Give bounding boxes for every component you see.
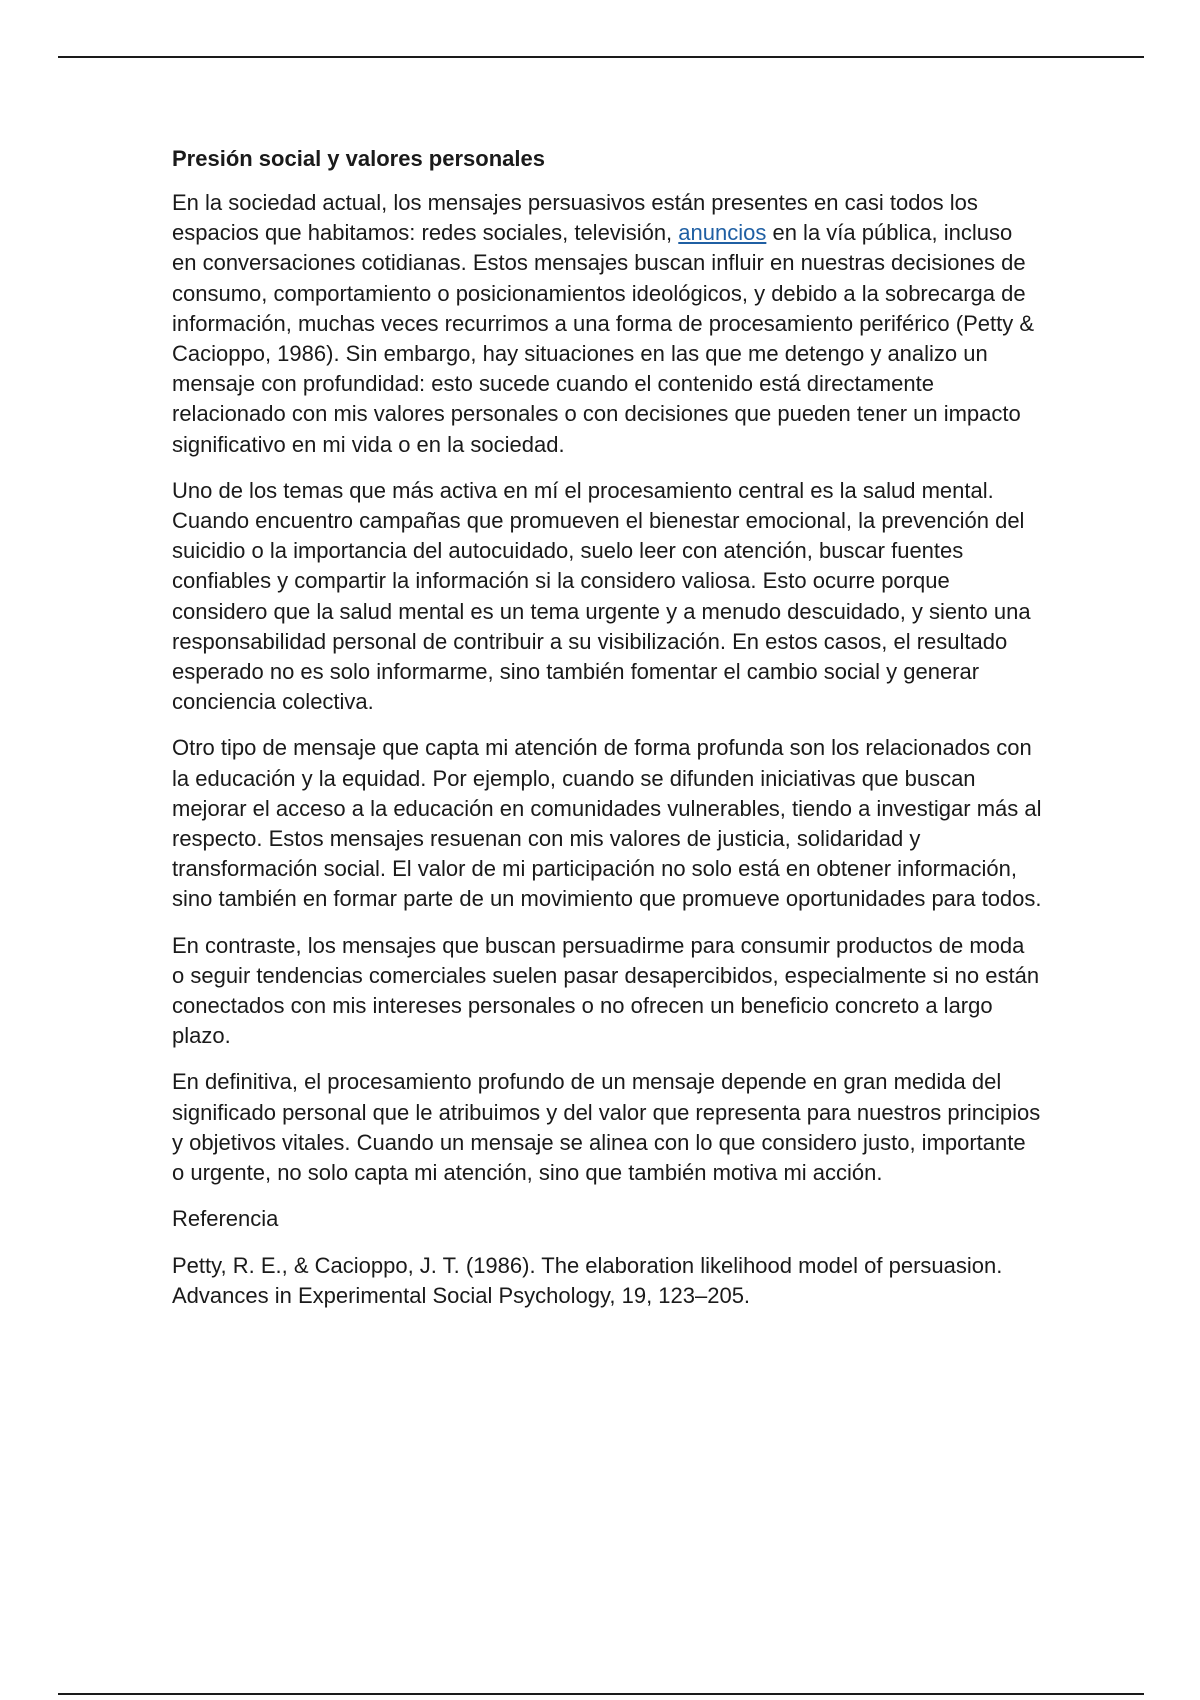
document-title: Presión social y valores personales — [172, 146, 545, 171]
paragraph-contrast: En contraste, los mensajes que buscan persuadirme para consumir productos de moda o seguir tendencias comerciales suelen pasar desapercibidos, especialmente si no están conectados con mis intereses personales o no ofrecen un beneficio concreto a largo plazo. — [172, 932, 1040, 1049]
paragraph-intro-text-before: En la sociedad actual, los mensajes persuasivos están presentes en casi todos los espacios que habitamos: redes sociales, televisión, — [172, 190, 978, 246]
top-divider — [58, 56, 1144, 58]
reference-heading: Referencia — [172, 1206, 279, 1232]
paragraph-intro-text-after: en la vía pública, incluso en conversaciones cotidianas. Estos mensajes buscan influir en nuestras decisiones de consumo, comportamiento o posicionamientos ideológicos, y debido a la sobrecarga de información, muchas veces recurrimos a una forma de procesamiento periférico (Petty & Cacioppo, 1986). Sin embargo, hay situaciones en las que me detengo y analizo un mensaje con profundidad: esto sucede cuando el contenido está directamente relacionado con mis valores personales o con decisiones que pueden tener un impacto significativo en mi vida o en la sociedad. — [172, 220, 1035, 457]
anuncios-link[interactable]: anuncios — [678, 220, 767, 246]
bottom-divider — [58, 1693, 1144, 1695]
paragraph-education: Otro tipo de mensaje que capta mi atención de forma profunda son los relacionados con la educación y la equidad. Por ejemplo, cuando se difunden iniciativas que buscan mejorar el acceso a la educación en comunidades vulnerables, tiendo a investigar más al respecto. Estos mensajes resuenan con mis valores de justicia, solidaridad y transformación social. El valor de mi participación no solo está en obtener información, sino también en formar parte de un movimiento que promueve oportunidades para todos. — [172, 735, 1042, 912]
paragraph-conclusion: En definitiva, el procesamiento profundo de un mensaje depende en gran medida del significado personal que le atribuimos y del valor que representa para nuestros principios y objetivos vitales. Cuando un mensaje se alinea con lo que considero justo, importante o urgente, no solo capta mi atención, sino que también motiva mi acción. — [172, 1069, 1041, 1186]
paragraph-intro — [172, 188, 1042, 460]
document-body — [172, 144, 1042, 1327]
paragraph-mental-health: Uno de los temas que más activa en mí el procesamiento central es la salud mental. Cuando encuentro campañas que promueven el bienestar emocional, la prevención del suicidio o la importancia del autocuidado, suelo leer con atención, buscar fuentes confiables y compartir la información si la considero valiosa. Esto ocurre porque considero que la salud mental es un tema urgente y a menudo descuidado, y siento una responsabilidad personal de contribuir a su visibilización. En estos casos, el resultado esperado no es solo informarme, sino también fomentar el cambio social y generar conciencia colectiva. — [172, 477, 1031, 715]
reference-entry: Petty, R. E., & Cacioppo, J. T. (1986). The elaboration likelihood model of persuasion. Advances in Experimental Social Psychology, 19, 123–205. — [172, 1252, 1003, 1308]
